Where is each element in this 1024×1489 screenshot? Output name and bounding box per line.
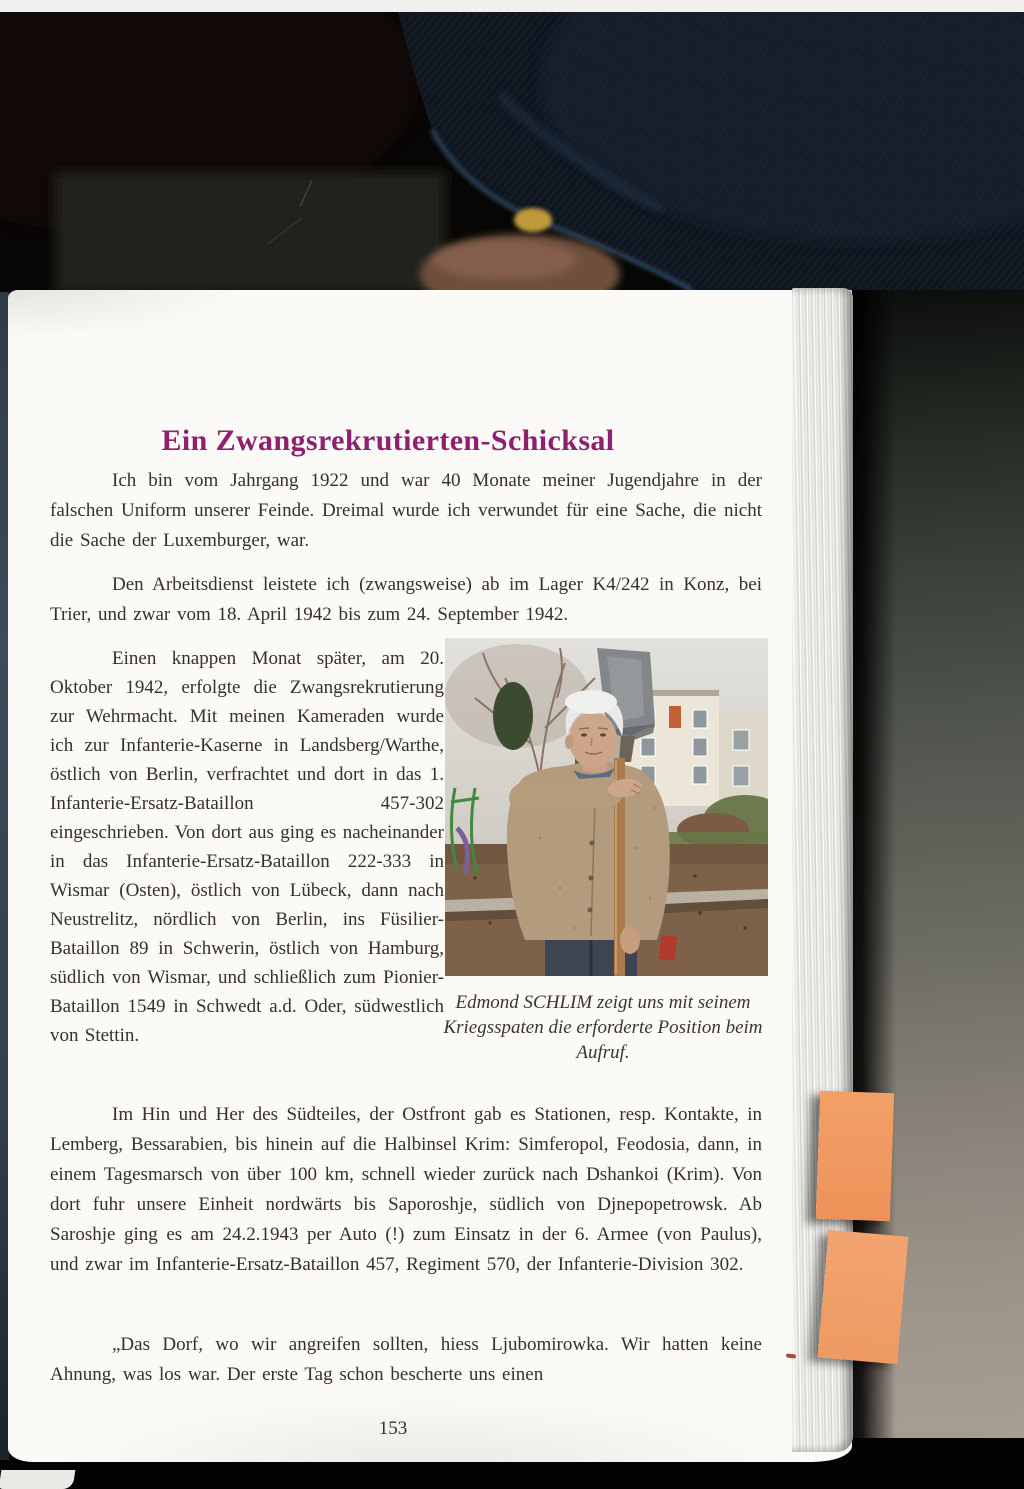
red-object — [658, 935, 677, 961]
paragraph-rekrutierung: Einen knappen Monat später, am 20. Oktober 1942, erfolgte die Zwangsrekrutierung zur Wehrmacht. Mit meinen Kameraden wurde ich zur Infanterie-Kaserne in Landsberg/Warthe, östlich von Berlin, verfrachtet und dort in das 1. Infanterie-Ersatz-Bataillon 457-302 eingeschrieben. Von dort aus ging es nacheinander in das Infanterie-Ersatz-Bataillon 222-333 in Wismar (Osten), östlich von Lübeck, dann nach Neustrelitz, nördlich von Berlin, ins Füsilier-Bataillon 89 in Schwerin, östlich von Hamburg, südlich von Wismar, und schließlich zum Pionier-Bataillon 1549 in Schwedt a.d. Oder, südwestlich von Stettin. — [50, 648, 444, 1046]
page-title: Ein Zwangsrekrutierten-Schicksal — [161, 424, 615, 458]
paragraph-dorf: „Das Dorf, wo wir angreifen sollten, hiess Ljubomirowka. Wir hatten keine Ahnung, was los war. Der erste Tag schon bescherte uns einen — [50, 1334, 762, 1385]
arm-photo-illustration — [0, 12, 1024, 292]
page-corner-sliver — [0, 1470, 75, 1489]
lower-hand — [620, 926, 640, 954]
sticky-note-bookmark-1 — [816, 1091, 894, 1222]
paragraph-intro: Ich bin vom Jahrgang 1922 und war 40 Monate meiner Jugendjahre in der falschen Uniform unserer Feinde. Dreimal wurde ich verwundet für eine Sache, die nicht die Sache der Luxemburger, war. — [50, 470, 762, 551]
floor-patch — [55, 172, 445, 292]
sticky-note-bookmark-2 — [818, 1230, 909, 1364]
paragraph-ostfront: Im Hin und Her des Südteiles, der Ostfront gab es Stationen, resp. Kontakte, in Lemberg, Bessarabien, bis hinein auf die Halbinsel Krim: Simferopol, Feodosia, dann, in einem Tagesmarsch von über 100 km, schnell wieder zurück nach Dshankoi (Krim). Von dort fuhr unsere Einheit nordwärts bis Saporoshje, südlich von Djnepopetrowsk. Ab Saroshje ging es am 24.2.1943 per Auto (!) zum Einsatz in der 6. Armee (von Paulus), und zwar im Infanterie-Ersatz-Bataillon 457, Regiment 570, der Infanterie-Division 302. — [50, 1104, 762, 1275]
evergreen-tree — [493, 682, 533, 750]
head — [569, 712, 617, 768]
photo-illustration — [445, 638, 768, 976]
watch-glint — [514, 208, 552, 232]
reader-arm-photo — [0, 12, 1024, 292]
book-page — [8, 290, 852, 1462]
page-number: 153 — [378, 1418, 408, 1439]
photo-caption: Edmond SCHLIM zeigt uns mit seinem Kriegsspaten die erforderte Position beim Aufruf. — [443, 992, 763, 1063]
scanner-bed-edge — [0, 0, 1024, 12]
paragraph-arbeitsdienst: Den Arbeitsdienst leistete ich (zwangsweise) ab im Lager K4/242 in Konz, bei Trier, und zwar vom 18. April 1942 bis zum 24. September 1942. — [50, 574, 762, 625]
chimney — [669, 706, 681, 728]
photo-edmond-schlim — [445, 638, 768, 976]
ear — [565, 735, 573, 749]
